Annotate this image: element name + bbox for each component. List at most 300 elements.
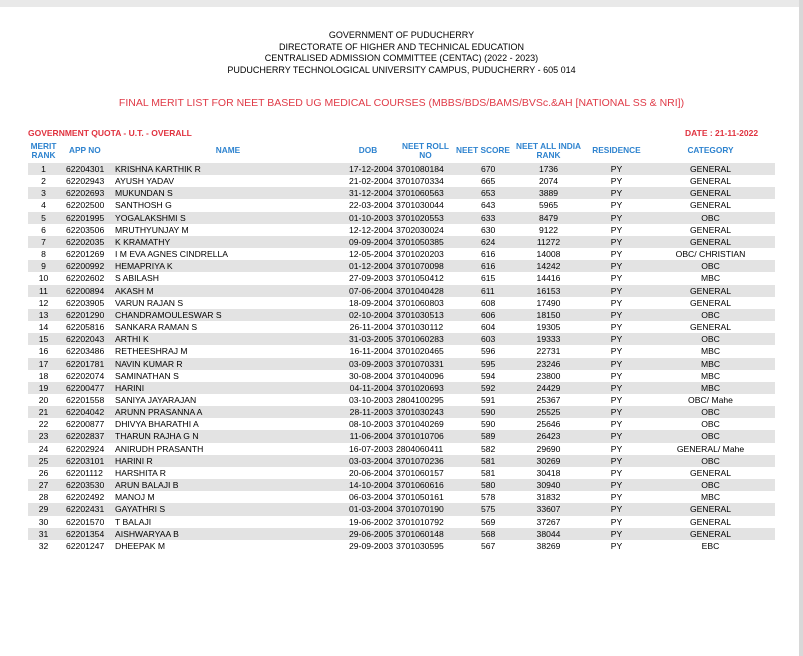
table-row	[28, 285, 775, 297]
neet-score-cell: 608	[481, 297, 496, 308]
merit-rank-cell: 23	[28, 430, 59, 442]
neet-roll-no-cell: 3701060157	[396, 467, 444, 478]
neet-air-cell: 2074	[538, 176, 559, 187]
dob-cell: 21-02-2004	[349, 176, 393, 187]
merit-rank-cell: 25	[28, 455, 59, 467]
dob-cell: 14-10-2004	[341, 479, 395, 491]
neet-air-cell: 37267	[536, 516, 561, 527]
name-cell: CHANDRAMOULESWAR S	[115, 309, 341, 321]
neet-air-cell: 1736	[510, 163, 587, 175]
name-cell: THARUN RAJHA G N	[115, 430, 341, 442]
residence-cell: PY	[610, 540, 623, 551]
col-category: CATEGORY	[687, 145, 734, 156]
category-cell: OBC	[646, 309, 775, 321]
app-no-cell: 62200894	[59, 285, 115, 297]
neet-score-cell: 604	[481, 322, 496, 333]
app-no-cell: 62205816	[66, 322, 105, 333]
residence-cell: PY	[610, 516, 623, 527]
table-row	[28, 260, 775, 272]
neet-air-cell: 29690	[536, 443, 561, 454]
category-cell: GENERAL/ Mahe	[676, 443, 745, 454]
app-no-cell: 62203101	[59, 455, 115, 467]
merit-rank-cell: 28	[38, 492, 49, 503]
name-cell: YOGALAKSHMI S	[115, 212, 341, 224]
neet-score-cell: 665	[481, 176, 496, 187]
residence-cell: PY	[587, 309, 646, 321]
neet-roll-no-cell: 3701070331	[395, 358, 456, 370]
neet-air-cell: 30940	[510, 479, 587, 491]
neet-air-cell: 23246	[510, 358, 587, 370]
dob-cell: 28-11-2003	[341, 406, 395, 418]
merit-rank-cell: 26	[38, 467, 49, 478]
category-cell: GENERAL	[646, 163, 775, 175]
merit-rank-cell: 20	[38, 394, 49, 405]
dob-cell: 29-06-2005	[341, 528, 395, 540]
name-cell: ARUN BALAJI B	[115, 479, 341, 491]
merit-rank-cell: 9	[28, 260, 59, 272]
name-cell: AISHWARYAA B	[115, 528, 341, 540]
table-row	[28, 321, 775, 333]
table-row	[28, 309, 775, 321]
category-cell: GENERAL	[689, 200, 732, 211]
neet-score-cell: 578	[481, 492, 496, 503]
quota-label: GOVERNMENT QUOTA - U.T. - OVERALL	[28, 128, 192, 138]
residence-cell: PY	[587, 479, 646, 491]
dob-cell: 30-08-2004	[349, 370, 393, 381]
neet-score-cell: 582	[481, 443, 496, 454]
dob-cell: 16-11-2004	[349, 346, 393, 357]
residence-cell: PY	[587, 406, 646, 418]
header-line-address: PUDUCHERRY TECHNOLOGICAL UNIVERSITY CAMPUS, PUDUCHERRY - 605 014	[227, 64, 576, 75]
name-cell: MANOJ M	[115, 492, 155, 503]
dob-cell: 03-09-2003	[341, 358, 395, 370]
category-cell: GENERAL	[689, 224, 732, 235]
merit-rank-cell: 30	[38, 516, 49, 527]
neet-score-cell: 590	[456, 406, 510, 418]
app-no-cell: 62204042	[59, 406, 115, 418]
merit-rank-cell: 17	[28, 358, 59, 370]
residence-cell: PY	[587, 358, 646, 370]
dob-cell: 18-09-2004	[349, 297, 393, 308]
neet-roll-no-cell: 3701060148	[395, 528, 456, 540]
col-neet-all-india-rank: NEET ALL INDIA RANK	[516, 140, 581, 160]
app-no-cell: 62203486	[66, 346, 105, 357]
neet-air-cell: 31832	[536, 492, 561, 503]
table-row	[28, 358, 775, 370]
residence-cell: PY	[610, 443, 623, 454]
merit-rank-cell: 10	[38, 273, 49, 284]
app-no-cell: 62202943	[66, 176, 105, 187]
neet-air-cell: 33607	[510, 503, 587, 515]
residence-cell: PY	[610, 394, 623, 405]
name-cell: HEMAPRIYA K	[115, 260, 341, 272]
merit-rank-cell: 29	[28, 503, 59, 515]
category-cell: GENERAL	[646, 187, 775, 199]
category-cell: MBC	[700, 370, 721, 381]
name-cell: MUKUNDAN S	[115, 187, 341, 199]
header-line-government: GOVERNMENT OF PUDUCHERRY	[328, 30, 475, 40]
table-row	[28, 248, 775, 260]
neet-roll-no-cell: 3701060803	[396, 297, 444, 308]
neet-score-cell: 643	[481, 200, 496, 211]
table-row	[28, 272, 775, 284]
residence-cell: PY	[587, 260, 646, 272]
name-cell: AKASH M	[115, 285, 341, 297]
table-row	[28, 345, 775, 357]
col-name: NAME	[215, 145, 241, 156]
dob-cell: 17-12-2004	[341, 163, 395, 175]
neet-score-cell: 589	[456, 430, 510, 442]
table-row	[28, 163, 775, 175]
merit-rank-cell: 8	[41, 249, 46, 260]
name-cell: SAMINATHAN S	[115, 370, 179, 381]
category-cell: OBC	[646, 212, 775, 224]
dob-cell: 09-09-2004	[341, 236, 395, 248]
col-dob: DOB	[358, 145, 378, 156]
dob-cell: 20-06-2004	[349, 467, 393, 478]
app-no-cell: 62202500	[66, 200, 105, 211]
neet-score-cell: 592	[456, 382, 510, 394]
table-row	[28, 297, 775, 309]
residence-cell: PY	[587, 212, 646, 224]
name-cell: T BALAJI	[115, 516, 152, 527]
merit-rank-cell: 12	[38, 297, 49, 308]
neet-score-cell: 616	[456, 260, 510, 272]
name-cell: KRISHNA KARTHIK R	[115, 163, 341, 175]
name-cell: HARINI R	[115, 455, 341, 467]
table-row	[28, 236, 775, 248]
name-cell: DHEEPAK M	[115, 540, 165, 551]
merit-rank-cell: 21	[28, 406, 59, 418]
neet-score-cell: 591	[481, 394, 496, 405]
residence-cell: PY	[587, 528, 646, 540]
category-cell: MBC	[700, 346, 721, 357]
table-row	[28, 503, 775, 515]
table-row	[28, 528, 775, 540]
neet-roll-no-cell: 3701030513	[395, 309, 456, 321]
residence-cell: PY	[587, 187, 646, 199]
app-no-cell: 62201558	[66, 394, 105, 405]
table-row	[28, 418, 775, 430]
category-cell: OBC	[646, 455, 775, 467]
category-cell: GENERAL	[646, 285, 775, 297]
table-row	[28, 491, 775, 503]
merit-rank-cell: 31	[28, 528, 59, 540]
residence-cell: PY	[610, 200, 623, 211]
neet-score-cell: 624	[456, 236, 510, 248]
residence-cell: PY	[610, 249, 623, 260]
merit-rank-cell: 15	[28, 333, 59, 345]
table-row	[28, 333, 775, 345]
name-cell: K KRAMATHY	[115, 236, 341, 248]
neet-roll-no-cell: 3701020203	[396, 249, 444, 260]
app-no-cell: 62203506	[66, 224, 105, 235]
app-no-cell: 62203905	[66, 297, 105, 308]
merit-rank-cell: 4	[41, 200, 46, 211]
merit-rank-cell: 5	[28, 212, 59, 224]
neet-roll-no-cell: 3701010706	[395, 430, 456, 442]
neet-score-cell: 590	[481, 419, 496, 430]
neet-roll-no-cell: 3701030243	[395, 406, 456, 418]
dob-cell: 02-10-2004	[341, 309, 395, 321]
name-cell: SANKARA RAMAN S	[115, 322, 198, 333]
residence-cell: PY	[587, 285, 646, 297]
table-row	[28, 430, 775, 442]
dob-cell: 12-12-2004	[349, 224, 393, 235]
name-cell: MRUTHYUNJAY M	[115, 224, 189, 235]
app-no-cell: 62202602	[66, 273, 105, 284]
category-cell: OBC	[646, 260, 775, 272]
residence-cell: PY	[610, 370, 623, 381]
neet-air-cell: 19305	[536, 322, 561, 333]
col-neet-roll-no: NEET ROLL NO	[401, 140, 449, 160]
dob-cell: 27-09-2003	[349, 273, 393, 284]
app-no-cell: 62202074	[66, 370, 105, 381]
app-no-cell: 62201781	[59, 358, 115, 370]
name-cell: AYUSH YADAV	[115, 176, 175, 187]
neet-air-cell: 18150	[510, 309, 587, 321]
residence-cell: PY	[587, 163, 646, 175]
neet-score-cell: 603	[456, 333, 510, 345]
neet-air-cell: 38269	[536, 540, 561, 551]
neet-air-cell: 8479	[510, 212, 587, 224]
neet-air-cell: 26423	[510, 430, 587, 442]
merit-rank-cell: 3	[28, 187, 59, 199]
dob-cell: 19-06-2002	[349, 516, 393, 527]
table-row	[28, 479, 775, 491]
app-no-cell: 62201354	[59, 528, 115, 540]
app-no-cell: 62201290	[59, 309, 115, 321]
neet-roll-no-cell: 3701050412	[396, 273, 444, 284]
table-row	[28, 540, 775, 552]
app-no-cell: 62201570	[66, 516, 105, 527]
residence-cell: PY	[587, 333, 646, 345]
neet-roll-no-cell: 3701070190	[395, 503, 456, 515]
dob-cell: 04-11-2004	[341, 382, 395, 394]
dob-cell: 01-10-2003	[341, 212, 395, 224]
dob-cell: 16-07-2003	[349, 443, 393, 454]
neet-air-cell: 22731	[536, 346, 561, 357]
merit-rank-cell: 14	[38, 322, 49, 333]
merit-rank-cell: 27	[28, 479, 59, 491]
app-no-cell: 62202431	[59, 503, 115, 515]
name-cell: S ABILASH	[115, 273, 159, 284]
neet-score-cell: 616	[481, 249, 496, 260]
neet-roll-no-cell: 3701050161	[396, 492, 444, 503]
neet-air-cell: 14008	[536, 249, 561, 260]
neet-air-cell: 11272	[510, 236, 587, 248]
merit-rank-cell: 18	[38, 370, 49, 381]
neet-air-cell: 16153	[510, 285, 587, 297]
neet-score-cell: 567	[481, 540, 496, 551]
neet-air-cell: 25525	[510, 406, 587, 418]
merit-rank-cell: 24	[38, 443, 49, 454]
app-no-cell: 62201112	[66, 467, 103, 478]
app-no-cell: 62202035	[59, 236, 115, 248]
neet-score-cell: 653	[456, 187, 510, 199]
residence-cell: PY	[610, 467, 623, 478]
neet-roll-no-cell: 3701060616	[395, 479, 456, 491]
dob-cell: 01-12-2004	[341, 260, 395, 272]
dob-cell: 03-10-2003	[349, 394, 393, 405]
merit-rank-cell: 32	[38, 540, 49, 551]
neet-score-cell: 611	[456, 285, 510, 297]
app-no-cell: 62202924	[66, 443, 105, 454]
merit-rank-cell: 22	[38, 419, 49, 430]
dob-cell: 07-06-2004	[341, 285, 395, 297]
residence-cell: PY	[610, 176, 623, 187]
neet-roll-no-cell: 3701060283	[395, 333, 456, 345]
col-neet-score: NEET SCORE	[456, 145, 510, 156]
category-cell: OBC	[646, 333, 775, 345]
app-no-cell: 62202492	[66, 492, 105, 503]
table-body	[28, 163, 775, 552]
app-no-cell: 62201995	[59, 212, 115, 224]
neet-roll-no-cell: 3701070334	[396, 176, 444, 187]
neet-roll-no-cell: 2804060411	[396, 443, 444, 454]
neet-air-cell: 30269	[510, 455, 587, 467]
table-row	[28, 394, 775, 406]
residence-cell: PY	[587, 455, 646, 467]
category-cell: GENERAL	[689, 297, 732, 308]
neet-roll-no-cell: 3701030112	[396, 322, 444, 333]
table-row	[28, 455, 775, 467]
table-row	[28, 382, 775, 394]
neet-roll-no-cell: 3701040096	[396, 370, 444, 381]
neet-roll-no-cell: 2804100295	[396, 394, 444, 405]
table-row	[28, 467, 775, 479]
neet-roll-no-cell: 3701020693	[395, 382, 456, 394]
date-label: DATE : 21-11-2022	[685, 128, 759, 138]
neet-roll-no-cell: 3701060563	[395, 187, 456, 199]
neet-roll-no-cell: 3701070236	[395, 455, 456, 467]
category-cell: GENERAL	[689, 467, 732, 478]
name-cell: VARUN RAJAN S	[115, 297, 184, 308]
neet-air-cell: 24429	[510, 382, 587, 394]
neet-score-cell: 580	[456, 479, 510, 491]
merit-rank-cell: 6	[41, 224, 46, 235]
name-cell: DHIVYA BHARATHI A	[115, 419, 199, 430]
document-header	[0, 30, 803, 76]
name-cell: ARUNN PRASANNA A	[115, 406, 341, 418]
dob-cell: 03-03-2004	[341, 455, 395, 467]
residence-cell: PY	[587, 236, 646, 248]
name-cell: GAYATHRI S	[115, 503, 341, 515]
dob-cell: 12-05-2004	[349, 249, 393, 260]
neet-air-cell: 30418	[536, 467, 561, 478]
table-row	[28, 370, 775, 382]
table-row	[28, 187, 775, 199]
app-no-cell: 62201269	[66, 249, 105, 260]
merit-rank-cell: 11	[28, 285, 59, 297]
col-app-no: APP NO	[69, 145, 101, 156]
residence-cell: PY	[587, 382, 646, 394]
category-cell: OBC/ Mahe	[688, 394, 733, 405]
app-no-cell: 62200992	[59, 260, 115, 272]
merit-rank-cell: 16	[38, 346, 49, 357]
category-cell: GENERAL	[646, 503, 775, 515]
category-cell: OBC/ CHRISTIAN	[675, 249, 746, 260]
dob-cell: 31-03-2005	[341, 333, 395, 345]
neet-air-cell: 9122	[538, 224, 559, 235]
neet-roll-no-cell: 3701080184	[395, 163, 456, 175]
category-cell: GENERAL	[689, 176, 732, 187]
app-no-cell: 62202043	[59, 333, 115, 345]
col-merit-rank: MERIT RANK	[30, 140, 57, 160]
dob-cell: 11-06-2004	[341, 430, 395, 442]
table-row	[28, 212, 775, 224]
residence-cell: PY	[610, 322, 623, 333]
name-cell: I M EVA AGNES CINDRELLA	[115, 249, 229, 260]
neet-score-cell: 596	[481, 346, 496, 357]
merit-rank-cell: 2	[41, 176, 46, 187]
dob-cell: 22-03-2004	[349, 200, 393, 211]
neet-roll-no-cell: 3701050385	[395, 236, 456, 248]
residence-cell: PY	[610, 273, 623, 284]
residence-cell: PY	[610, 492, 623, 503]
neet-air-cell: 25646	[536, 419, 561, 430]
dob-cell: 26-11-2004	[349, 322, 393, 333]
neet-score-cell: 670	[456, 163, 510, 175]
merit-rank-cell: 13	[28, 309, 59, 321]
category-cell: OBC	[646, 406, 775, 418]
table-row	[28, 224, 775, 236]
neet-score-cell: 630	[481, 224, 496, 235]
neet-score-cell: 594	[481, 370, 496, 381]
neet-score-cell: 633	[456, 212, 510, 224]
header-line-directorate: DIRECTORATE OF HIGHER AND TECHNICAL EDUCATION	[278, 41, 525, 52]
name-cell: RETHEESHRAJ M	[115, 346, 188, 357]
neet-score-cell: 568	[456, 528, 510, 540]
app-no-cell: 62204301	[59, 163, 115, 175]
name-cell: NAVIN KUMAR R	[115, 358, 341, 370]
category-cell: EBC	[701, 540, 720, 551]
table-row	[28, 175, 775, 187]
category-cell: MBC	[700, 492, 721, 503]
neet-roll-no-cell: 3701070098	[395, 260, 456, 272]
viewer-top-bar	[0, 0, 803, 7]
dob-cell: 08-10-2003	[349, 419, 393, 430]
neet-roll-no-cell: 3701010792	[396, 516, 444, 527]
merit-rank-cell: 19	[28, 382, 59, 394]
category-cell: GENERAL	[646, 236, 775, 248]
neet-roll-no-cell: 3701030044	[396, 200, 444, 211]
app-no-cell: 62201247	[66, 540, 105, 551]
neet-air-cell: 5965	[538, 200, 559, 211]
neet-roll-no-cell: 3701040428	[395, 285, 456, 297]
app-no-cell: 62202837	[59, 430, 115, 442]
category-cell: OBC	[701, 419, 720, 430]
residence-cell: PY	[587, 430, 646, 442]
category-cell: OBC	[646, 430, 775, 442]
table-row	[28, 443, 775, 455]
table-row	[28, 406, 775, 418]
neet-air-cell: 23800	[536, 370, 561, 381]
neet-roll-no-cell: 3701020553	[395, 212, 456, 224]
category-cell: OBC	[646, 479, 775, 491]
name-cell: SANTHOSH G	[115, 200, 172, 211]
neet-roll-no-cell: 3702030024	[396, 224, 444, 235]
category-cell: MBC	[646, 382, 775, 394]
merit-list-title: FINAL MERIT LIST FOR NEET BASED UG MEDICAL COURSES (MBBS/BDS/BAMS/BVSc.&AH [NATIONAL SS & NRI])	[118, 97, 685, 109]
neet-air-cell: 25367	[536, 394, 561, 405]
neet-air-cell: 17490	[536, 297, 561, 308]
app-no-cell: 62200477	[59, 382, 115, 394]
neet-score-cell: 615	[481, 273, 496, 284]
neet-air-cell: 14242	[510, 260, 587, 272]
neet-air-cell: 14416	[536, 273, 561, 284]
dob-cell: 06-03-2004	[349, 492, 393, 503]
